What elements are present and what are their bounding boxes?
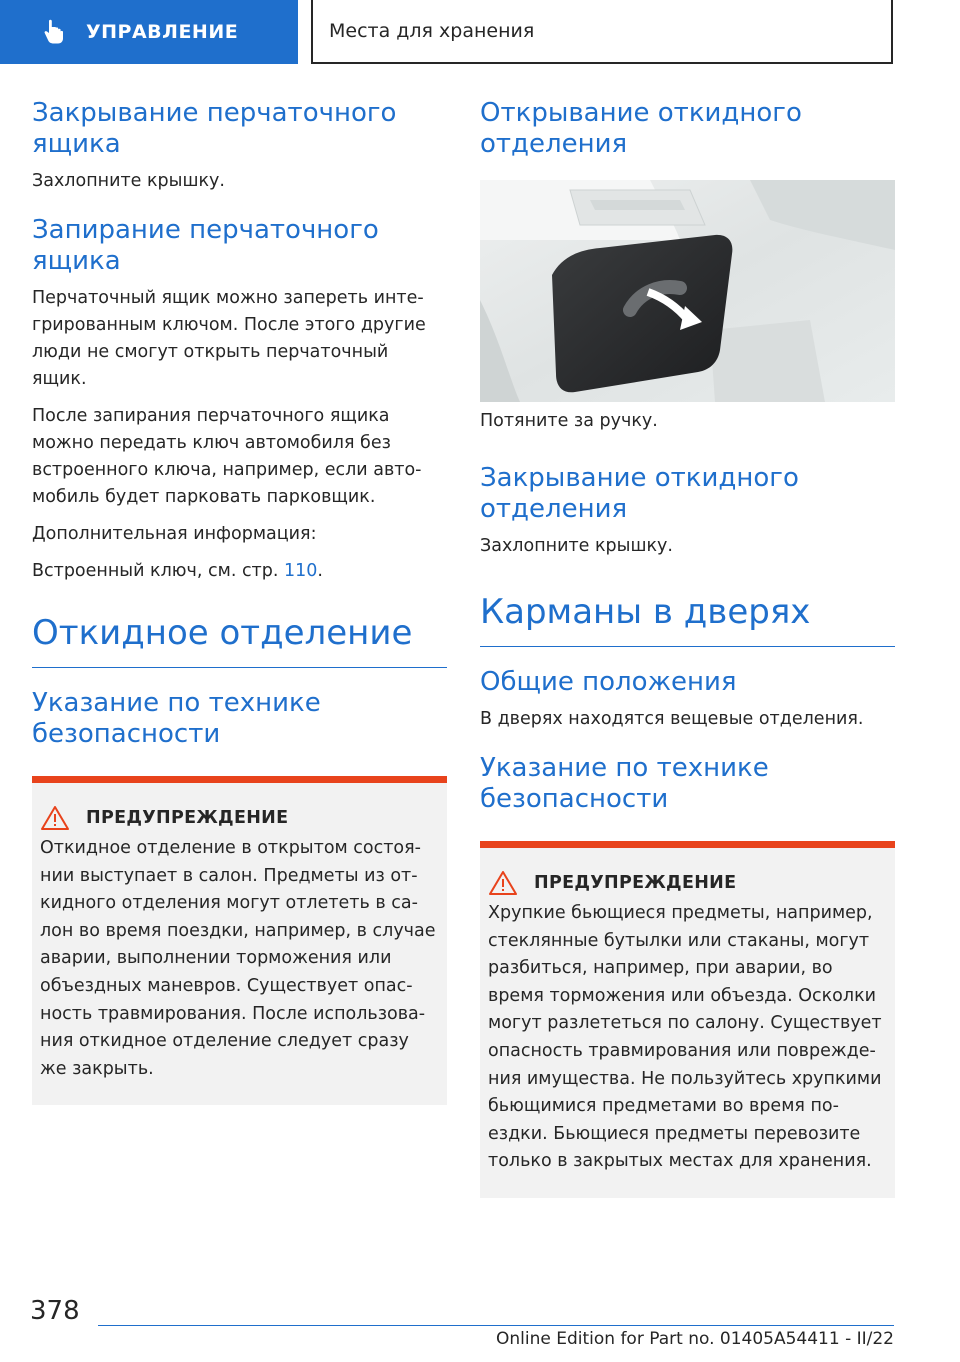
heading-safety-left: Указание по технике безопасности: [32, 688, 321, 749]
page-number: 378: [30, 1296, 80, 1326]
heading-general: Общие положения: [480, 667, 737, 697]
right-column: [480, 98, 895, 1198]
warning-triangle-icon: [488, 870, 518, 896]
warning-title-left: ПРЕДУПРЕЖДЕНИЕ: [86, 808, 289, 828]
heading-safety-right: Указание по технике безопасности: [480, 753, 769, 814]
footer-edition: Online Edition for Part no. 01405A54411 - II/22: [495, 1329, 894, 1349]
text-close-fold: Захлопните крышку.: [480, 536, 673, 556]
page-link-110[interactable]: 110: [284, 561, 318, 581]
text-general: В дверях находятся вещевые отделения.: [480, 709, 864, 729]
footer-divider: [98, 1325, 894, 1326]
warning-title-right: ПРЕДУПРЕЖДЕНИЕ: [534, 873, 737, 893]
header-chapter-box: [311, 0, 893, 64]
text-lock-2: После запирания перчаточного ящика можно передать ключ автомобиля без встроенного ключа, например, если авто-мобиль будет парковать парковщик.: [32, 406, 422, 507]
text-more-info: Дополнительная информация:: [32, 524, 317, 544]
text-pull-handle: Потяните за ручку.: [480, 411, 658, 431]
heading-lock-glovebox: Запирание перчаточного ящика: [32, 215, 379, 276]
header-chapter-title: Места для хранения: [329, 20, 535, 42]
header-section-title: УПРАВЛЕНИЕ: [86, 21, 239, 43]
heading-door-pockets: Карманы в дверях: [480, 592, 895, 647]
warning-text-right: Хрупкие бьющиеся предметы, например, стеклянные бутылки или стаканы, могут разбиться, например, при аварии, во время торможения или объезда. Осколки могут разлететься по салону. Существует опасность травмирования или поврежде-ния имущества. Не пользуйтесь хрупкими бьющимися предметами во время по-ездки. Бьющиеся предметы перевозите только в закрытых местах для хранения.: [488, 903, 882, 1172]
key-ref-label: Встроенный ключ, см. стр.: [32, 561, 279, 581]
heading-open-fold: Открывание откидного отделения: [480, 98, 802, 159]
text-close-glovebox: Захлопните крышку.: [32, 171, 225, 191]
warning-triangle-icon: [40, 805, 70, 831]
left-column: [32, 98, 447, 1105]
fold-compartment-photo: [480, 180, 895, 402]
text-lock-1: Перчаточный ящик можно запереть инте-грированным ключом. После этого другие люди не смогут открыть перчаточный ящик.: [32, 288, 426, 389]
text-key-ref: Встроенный ключ, см. стр. 110.: [32, 561, 323, 581]
warning-text-left: Откидное отделение в открытом состоя-нии выступает в салон. Предметы из от-кидного отделения могут отлететь в са-лон во время поездки, например, в случае аварии, выполнении торможения или объездных маневров. Существует опас-ность травмирования. После использова-ния откидное отделение следует сразу же закрыть.: [40, 838, 436, 1079]
heading-close-glovebox: Закрывание перчаточного ящика: [32, 98, 397, 159]
warning-box-left: [32, 776, 447, 1105]
warning-box-right: [480, 841, 895, 1198]
hand-pointer-icon: [40, 18, 68, 46]
header-section-tab: [0, 0, 298, 64]
heading-fold-compartment: Откидное отделение: [32, 613, 447, 668]
heading-close-fold: Закрывание откидного отделения: [480, 463, 799, 524]
